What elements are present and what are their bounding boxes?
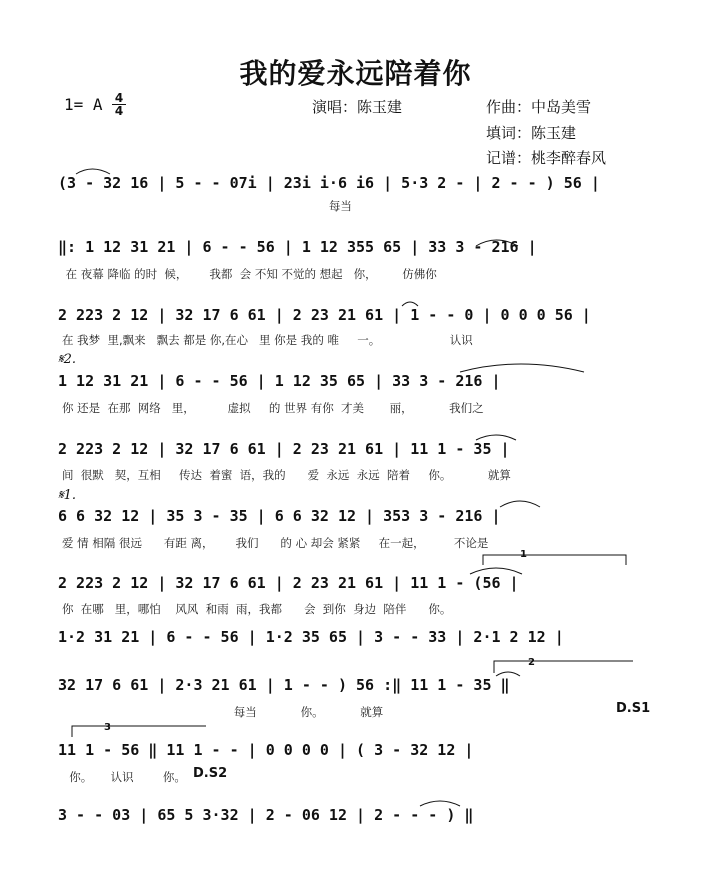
- volta-3-bracket: [72, 726, 206, 737]
- transcriber-credit: 记谱：桃李醉春风: [486, 149, 607, 167]
- time-signature-top: 4: [112, 92, 126, 105]
- score-line-4-notes: 1 12 31 21 | 6 - - 56 | 1 12 35 65 | 33 3 - 216 |: [58, 372, 501, 390]
- score-line-9-lyrics: 每当 你。 就算: [62, 705, 384, 719]
- key-signature: 1= A: [64, 95, 103, 114]
- score-line-7-notes: 2 223 2 12 | 32 17 6 61 | 2 23 21 61 | 11 1 - (56 |: [58, 574, 519, 592]
- song-title: 我的爱永远陪着你: [239, 57, 472, 90]
- singer-credit: 演唱：陈玉建: [312, 98, 403, 116]
- score-line-10-notes: 11 1 - 56 ‖ 11 1 - - | 0 0 0 0 | ( 3 - 32 12 |: [58, 741, 474, 759]
- score-line-6-notes: 6 6 32 12 | 35 3 - 35 | 6 6 32 12 | 353 3 - 216 |: [58, 507, 501, 525]
- time-signature: [112, 92, 126, 117]
- score-line-8-notes: 1·2 31 21 | 6 - - 56 | 1·2 35 65 | 3 - - 33 | 2·1 2 12 |: [58, 628, 564, 646]
- volta-2-bracket: [494, 661, 633, 673]
- composer-credit: 作曲：中岛美雪: [486, 98, 592, 116]
- score-line-11-notes: 3 - - 03 | 65 5 3·32 | 2 - 06 12 | 2 - - - ) ‖: [58, 806, 474, 824]
- volta-1-bracket: [483, 555, 626, 565]
- score-line-2-lyrics: 在 夜幕 降临 的时 候， 我都 会 不知 不觉的 想起 你， 仿佛你: [62, 267, 437, 281]
- score-line-3-notes: 2 223 2 12 | 32 17 6 61 | 2 23 21 61 | 1 - - 0 | 0 0 0 56 |: [58, 306, 591, 324]
- ds2-mark: D.S2: [193, 766, 228, 781]
- score-line-2-notes: ‖: 1 12 31 21 | 6 - - 56 | 1 12 355 65 | 33 3 - 216 |: [58, 238, 537, 256]
- slur-mark: [460, 364, 584, 372]
- score-line-7-lyrics: 你 在哪 里，哪怕 风风 和雨 雨，我都 会 到你 身边 陪伴 你。: [62, 602, 452, 616]
- segno-1-mark: 𝄋1.: [58, 488, 76, 503]
- score-line-1-notes: (3 - 32 16 | 5 - - 07i | 23i i·6 i6 | 5·3 2 - | 2 - - ) 56 |: [58, 174, 600, 192]
- time-signature-bottom: 4: [114, 104, 124, 118]
- score-line-5-lyrics: 间 很默 契，互相 传达 着蜜 语，我的 爱 永远 永远 陪着 你。 就算: [62, 468, 511, 482]
- score-line-5-notes: 2 223 2 12 | 32 17 6 61 | 2 23 21 61 | 11 1 - 35 |: [58, 440, 510, 458]
- volta-1-number: 1: [520, 549, 527, 560]
- score-line-3-lyrics: 在 我梦 里,飘来 飘去 都是 你,在心 里 你是 我的 唯 一。 认识: [62, 333, 473, 347]
- ds1-mark: D.S1: [616, 701, 651, 716]
- score-line-9-notes: 32 17 6 61 | 2·3 21 61 | 1 - - ) 56 :‖ 11 1 - 35 ‖: [58, 676, 510, 694]
- score-line-10-lyrics: 你。 认识 你。: [62, 770, 186, 784]
- volta-3-number: 3: [104, 722, 111, 733]
- segno-2-mark: 𝄋2.: [58, 352, 76, 367]
- score-line-4-lyrics: 你 还是 在那 网络 里， 虚拟 的 世界 有你 才美 丽， 我们之: [62, 401, 484, 415]
- score-line-1-lyrics: 每当: [62, 199, 352, 213]
- lyricist-credit: 填词：陈玉建: [486, 124, 577, 142]
- volta-2-number: 2: [528, 657, 535, 668]
- score-line-6-lyrics: 爱 情 相隔 很远 有距 离， 我们 的 心 却会 紧紧 在一起， 不论是: [62, 536, 489, 550]
